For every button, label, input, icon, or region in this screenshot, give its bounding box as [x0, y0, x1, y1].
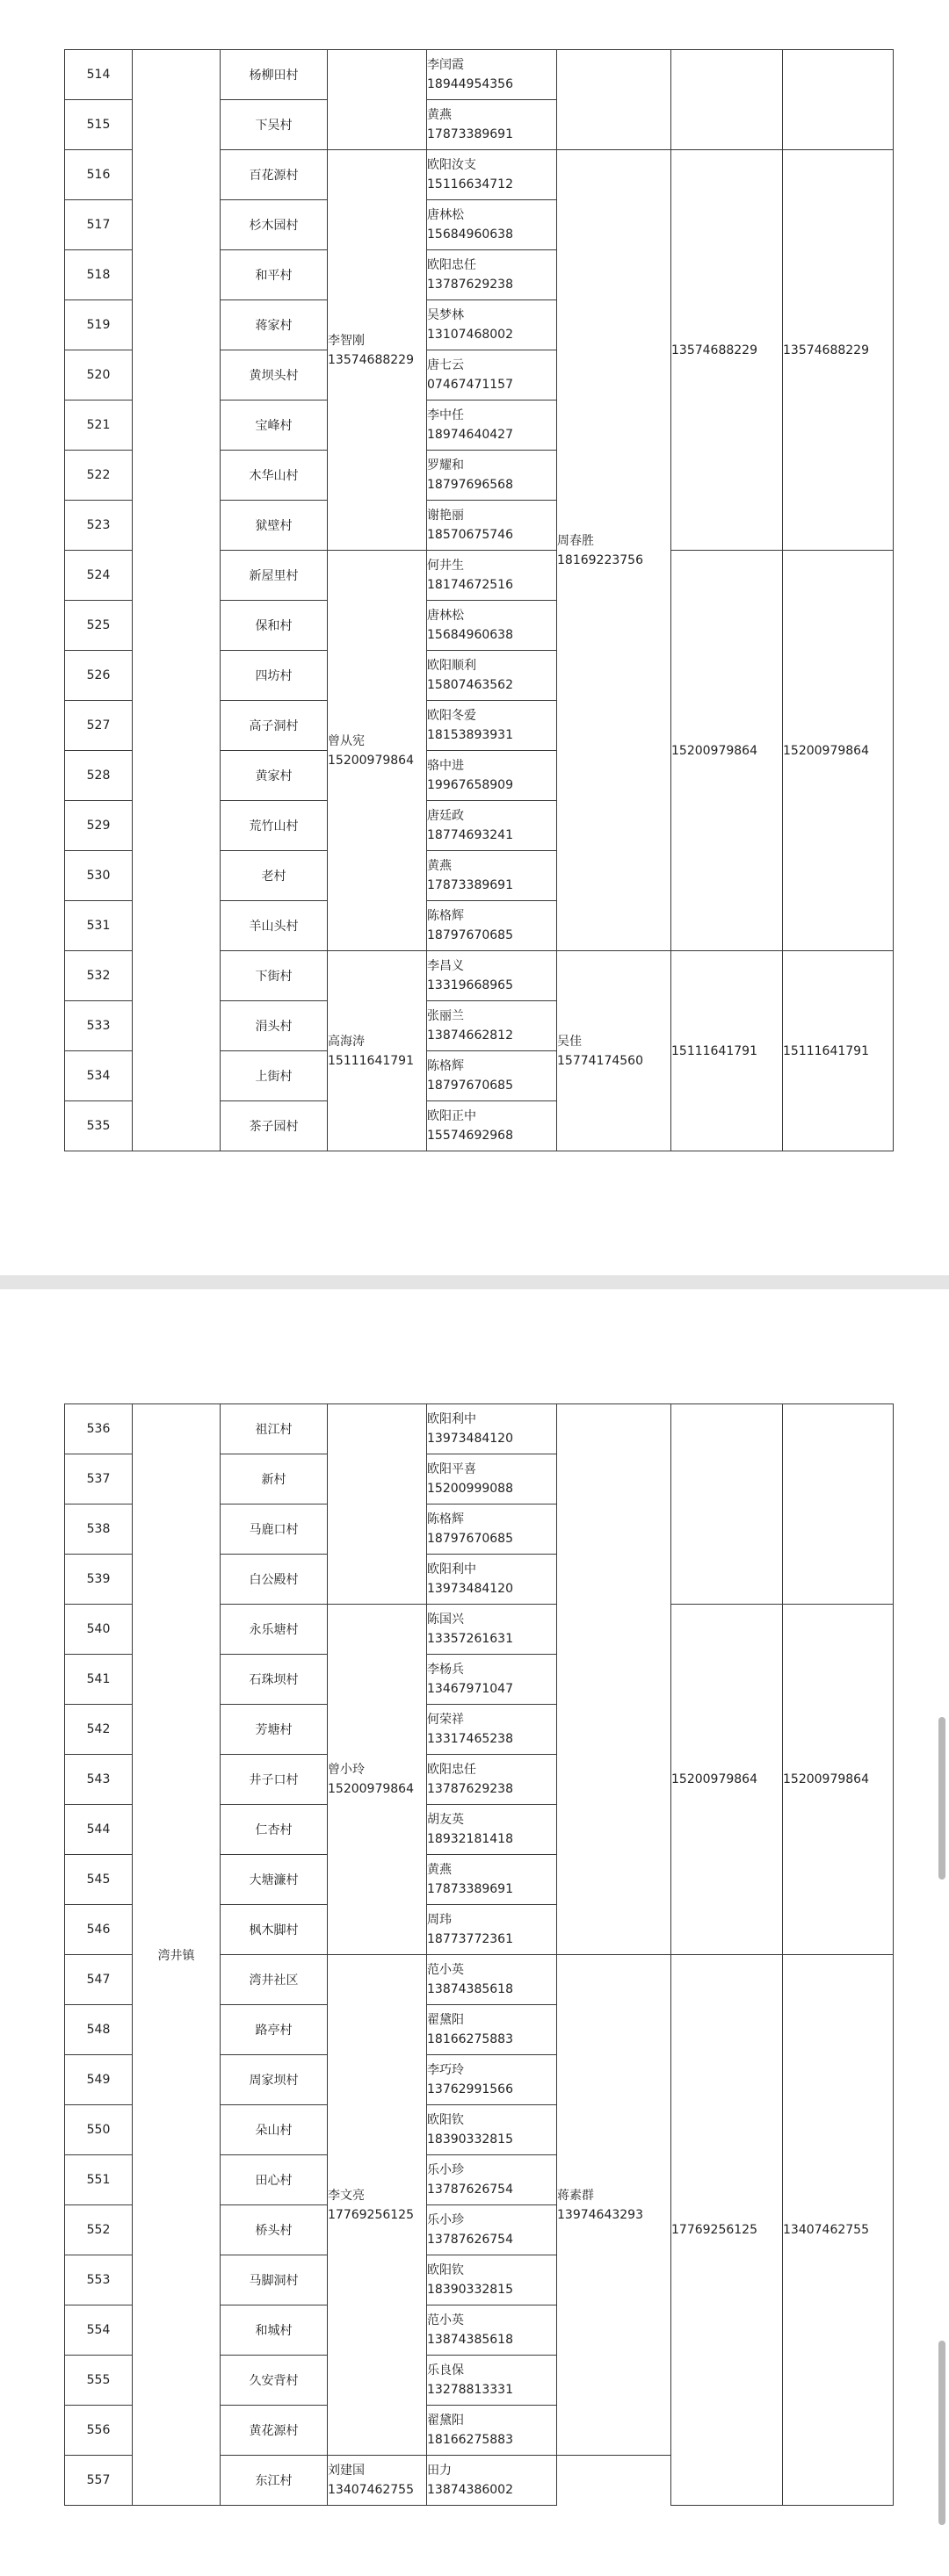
contact-cell [427, 1555, 557, 1605]
village-name: 木华山村 [221, 451, 328, 501]
town-cell: 湾井镇 [133, 1404, 221, 2506]
village-name: 黄花源村 [221, 2406, 328, 2456]
contact-phone: 18797670685 [427, 1079, 513, 1093]
contact-cell [427, 1805, 557, 1855]
contact-phone: 07467471157 [427, 378, 513, 392]
manager-cell [557, 1404, 671, 1955]
contact-name: 翟黛阳 [427, 2414, 464, 2428]
document-page-1 [0, 0, 949, 1275]
town-cell [133, 50, 221, 1151]
contact-name: 周玮 [427, 1913, 452, 1927]
manager-cell [557, 951, 671, 1151]
contact-phone: 18390332815 [427, 2283, 513, 2297]
row-number: 554 [65, 2305, 133, 2356]
row-number: 528 [65, 751, 133, 801]
hotline-cell: 15200979864 [671, 1605, 783, 1955]
contact-phone: 13467971047 [427, 1682, 513, 1696]
village-name: 下吴村 [221, 100, 328, 150]
contact-name: 欧阳平喜 [427, 1462, 476, 1476]
row-number: 515 [65, 100, 133, 150]
contact-phone: 13874385618 [427, 2333, 513, 2347]
row-number: 537 [65, 1454, 133, 1504]
manager-name: 蒋素群 [557, 2188, 594, 2203]
contact-phone: 18974640427 [427, 428, 513, 442]
leader-cell [328, 150, 427, 551]
contact-name: 何井生 [427, 559, 464, 573]
contact-cell [427, 350, 557, 400]
row-number: 521 [65, 400, 133, 451]
contact-cell [427, 1101, 557, 1151]
contact-phone: 13357261631 [427, 1632, 513, 1646]
hotline-cell: 15200979864 [783, 551, 894, 951]
contact-name: 范小英 [427, 1963, 464, 1977]
row-number: 524 [65, 551, 133, 601]
contact-name: 何荣祥 [427, 1713, 464, 1727]
row-number: 538 [65, 1504, 133, 1555]
contact-phone: 18773772361 [427, 1932, 513, 1946]
village-name: 百花源村 [221, 150, 328, 200]
row-number: 545 [65, 1855, 133, 1905]
contact-name: 黄燕 [427, 1863, 452, 1877]
contact-name: 欧阳钦 [427, 2113, 464, 2127]
row-number: 535 [65, 1101, 133, 1151]
contact-phone: 13278813331 [427, 2383, 513, 2397]
hotline-cell: 13407462755 [783, 1955, 894, 2506]
leader-cell [328, 551, 427, 951]
contact-phone: 15684960638 [427, 227, 513, 242]
contact-name: 乐小珍 [427, 2213, 464, 2227]
village-name: 高子洞村 [221, 701, 328, 751]
contact-cell [427, 1001, 557, 1051]
village-name: 白公殿村 [221, 1555, 328, 1605]
hotline-cell: 17769256125 [671, 1955, 783, 2506]
contact-phone: 18797670685 [427, 928, 513, 942]
contact-phone: 13973484120 [427, 1582, 513, 1596]
manager-name: 田力 [427, 2464, 452, 2478]
contact-name: 李闰霞 [427, 58, 464, 72]
hotline-cell: 13574688229 [783, 150, 894, 551]
leader-name: 李智刚 [328, 333, 365, 348]
row-number: 523 [65, 501, 133, 551]
manager-phone: 15774174560 [557, 1053, 643, 1068]
hotline-cell: 15111641791 [783, 951, 894, 1151]
manager-cell [557, 50, 671, 150]
hotline-cell [783, 50, 894, 150]
leader-cell [328, 1955, 427, 2456]
contact-name: 欧阳冬爱 [427, 709, 476, 723]
contact-phone: 18390332815 [427, 2132, 513, 2147]
contact-cell [427, 1655, 557, 1705]
contact-name: 李昌义 [427, 959, 464, 973]
contact-name: 罗耀和 [427, 458, 464, 473]
row-number: 541 [65, 1655, 133, 1705]
village-name: 新屋里村 [221, 551, 328, 601]
scrollbar-thumb[interactable] [938, 2341, 945, 2525]
village-name: 保和村 [221, 601, 328, 651]
manager-phone: 18169223756 [557, 552, 643, 567]
village-name: 涓头村 [221, 1001, 328, 1051]
village-name: 路亭村 [221, 2005, 328, 2055]
contact-name: 唐林松 [427, 609, 464, 623]
contact-cell [427, 2356, 557, 2406]
manager-cell [427, 2456, 557, 2506]
village-name: 东江村 [221, 2456, 328, 2506]
row-number: 551 [65, 2155, 133, 2205]
row-number: 525 [65, 601, 133, 651]
contact-phone: 13973484120 [427, 1432, 513, 1446]
village-name: 杨柳田村 [221, 50, 328, 100]
row-number: 522 [65, 451, 133, 501]
contact-phone: 15200999088 [427, 1482, 513, 1496]
contact-cell [427, 551, 557, 601]
village-name: 仁杏村 [221, 1805, 328, 1855]
village-name: 宝峰村 [221, 400, 328, 451]
scrollbar-thumb[interactable] [938, 1717, 945, 1880]
contact-cell [427, 2105, 557, 2155]
contact-name: 乐良保 [427, 2363, 464, 2378]
contact-name: 陈格辉 [427, 1512, 464, 1526]
contact-cell [427, 1051, 557, 1101]
row-number: 544 [65, 1805, 133, 1855]
village-name: 下街村 [221, 951, 328, 1001]
contact-phone: 15684960638 [427, 628, 513, 642]
village-name: 马鹿口村 [221, 1504, 328, 1555]
row-number: 543 [65, 1755, 133, 1805]
contact-phone: 17873389691 [427, 127, 513, 141]
contact-cell [427, 250, 557, 300]
village-name: 新村 [221, 1454, 328, 1504]
contact-name: 欧阳汝支 [427, 158, 476, 172]
leader-name: 李文亮 [328, 2188, 365, 2203]
row-number: 539 [65, 1555, 133, 1605]
leader-name: 曾小玲 [328, 1763, 365, 1777]
contact-cell [427, 100, 557, 150]
leader-name: 曾从宪 [328, 733, 365, 748]
contact-name: 李中任 [427, 408, 464, 422]
village-name: 大塘濂村 [221, 1855, 328, 1905]
leader-cell [328, 1404, 427, 1605]
contact-phone: 13317465238 [427, 1732, 513, 1746]
contact-cell [427, 1705, 557, 1755]
village-name: 茶子园村 [221, 1101, 328, 1151]
leader-phone: 17769256125 [328, 2207, 414, 2222]
row-number: 534 [65, 1051, 133, 1101]
village-name: 蒋家村 [221, 300, 328, 350]
contact-name: 张丽兰 [427, 1009, 464, 1023]
row-number: 549 [65, 2055, 133, 2105]
row-number: 527 [65, 701, 133, 751]
contact-cell [427, 200, 557, 250]
village-name: 枫木脚村 [221, 1905, 328, 1955]
contact-phone: 15807463562 [427, 678, 513, 692]
row-number: 536 [65, 1404, 133, 1454]
row-number: 517 [65, 200, 133, 250]
contact-phone: 13874385618 [427, 1982, 513, 1996]
leader-cell [328, 951, 427, 1151]
contact-name: 欧阳忠任 [427, 258, 476, 272]
manager-cell [557, 150, 671, 951]
contact-cell [427, 2406, 557, 2456]
village-name: 朵山村 [221, 2105, 328, 2155]
village-name: 黄坝头村 [221, 350, 328, 400]
village-name: 羊山头村 [221, 901, 328, 951]
manager-phone: 13874386002 [427, 2483, 513, 2497]
contact-cell [427, 150, 557, 200]
contact-phone: 18166275883 [427, 2032, 513, 2046]
village-name: 狱壁村 [221, 501, 328, 551]
village-name: 永乐塘村 [221, 1605, 328, 1655]
contact-cell [328, 2456, 427, 2506]
village-name: 和平村 [221, 250, 328, 300]
row-number: 553 [65, 2255, 133, 2305]
contact-cell [427, 1454, 557, 1504]
contact-cell [427, 400, 557, 451]
row-number: 526 [65, 651, 133, 701]
hotline-cell [783, 1404, 894, 1605]
village-name: 上街村 [221, 1051, 328, 1101]
contact-name: 骆中进 [427, 759, 464, 773]
contact-name: 李巧玲 [427, 2063, 464, 2077]
row-number: 518 [65, 250, 133, 300]
contact-cell [427, 751, 557, 801]
contact-name: 欧阳忠任 [427, 1763, 476, 1777]
village-name: 芳塘村 [221, 1705, 328, 1755]
contact-phone: 17873389691 [427, 1882, 513, 1896]
contact-phone: 18797670685 [427, 1532, 513, 1546]
contact-cell [427, 2255, 557, 2305]
contact-cell [427, 50, 557, 100]
contact-name: 乐小珍 [427, 2163, 464, 2177]
manager-cell [557, 1955, 671, 2456]
contact-phone: 18932181418 [427, 1832, 513, 1846]
leader-phone: 15200979864 [328, 1782, 414, 1796]
table-row [65, 1404, 894, 1454]
contact-name: 陈格辉 [427, 1059, 464, 1073]
leader-cell [328, 50, 427, 150]
contact-name: 陈格辉 [427, 909, 464, 923]
village-name: 井子口村 [221, 1755, 328, 1805]
contact-phone: 15574692968 [427, 1129, 513, 1143]
contact-name: 欧阳钦 [427, 2263, 464, 2277]
manager-name: 吴佳 [557, 1034, 582, 1049]
contact-phone: 19967658909 [427, 778, 513, 792]
contact-cell [427, 651, 557, 701]
row-number: 529 [65, 801, 133, 851]
contact-cell [427, 951, 557, 1001]
contact-cell [427, 801, 557, 851]
contact-phone: 13407462755 [328, 2483, 414, 2497]
contact-name: 欧阳顺利 [427, 659, 476, 673]
contact-cell [427, 1404, 557, 1454]
row-number: 547 [65, 1955, 133, 2005]
contact-name: 陈国兴 [427, 1613, 464, 1627]
contact-cell [427, 2155, 557, 2205]
leader-name: 高海涛 [328, 1034, 365, 1049]
document-page-2 [0, 1289, 949, 2576]
row-number: 542 [65, 1705, 133, 1755]
contact-phone: 18153893931 [427, 728, 513, 742]
village-name: 老村 [221, 851, 328, 901]
contact-phone: 18774693241 [427, 828, 513, 842]
table-row [65, 50, 894, 100]
contact-phone: 17873389691 [427, 878, 513, 892]
row-number: 531 [65, 901, 133, 951]
contact-cell [427, 1605, 557, 1655]
contact-name: 翟黛阳 [427, 2013, 464, 2027]
contact-cell [427, 1955, 557, 2005]
hotline-cell: 15200979864 [671, 551, 783, 951]
village-name: 荒竹山村 [221, 801, 328, 851]
village-name: 和城村 [221, 2305, 328, 2356]
village-name: 桥头村 [221, 2205, 328, 2255]
contact-name: 黄燕 [427, 859, 452, 873]
row-number: 550 [65, 2105, 133, 2155]
village-name: 田心村 [221, 2155, 328, 2205]
contact-cell [427, 2205, 557, 2255]
contact-phone: 18797696568 [427, 478, 513, 492]
contact-cell [427, 501, 557, 551]
village-name: 周家坝村 [221, 2055, 328, 2105]
contact-cell [427, 451, 557, 501]
village-name: 黄家村 [221, 751, 328, 801]
contact-cell [427, 601, 557, 651]
village-name: 四坊村 [221, 651, 328, 701]
contact-name: 吴梦林 [427, 308, 464, 322]
contact-cell [427, 1855, 557, 1905]
contact-name: 欧阳正中 [427, 1109, 476, 1123]
contact-phone: 18174672516 [427, 578, 513, 592]
row-number: 546 [65, 1905, 133, 1955]
row-number: 516 [65, 150, 133, 200]
contact-phone: 18570675746 [427, 528, 513, 542]
hotline-cell [671, 50, 783, 150]
contact-cell [427, 701, 557, 751]
contact-phone: 18166275883 [427, 2433, 513, 2447]
contact-phone: 13787626754 [427, 2233, 513, 2247]
row-number: 555 [65, 2356, 133, 2406]
contact-name: 欧阳利中 [427, 1562, 476, 1577]
contact-name: 欧阳利中 [427, 1412, 476, 1426]
contact-cell [427, 1905, 557, 1955]
contact-cell [427, 2305, 557, 2356]
contact-name: 刘建国 [328, 2464, 365, 2478]
village-contact-table-1 [64, 49, 894, 1151]
contact-phone: 13787626754 [427, 2183, 513, 2197]
contact-phone: 13874662812 [427, 1028, 513, 1043]
row-number: 540 [65, 1605, 133, 1655]
contact-cell [427, 1504, 557, 1555]
contact-phone: 13762991566 [427, 2082, 513, 2096]
manager-name: 周春胜 [557, 533, 594, 548]
row-number: 552 [65, 2205, 133, 2255]
village-name: 石珠坝村 [221, 1655, 328, 1705]
leader-phone: 13574688229 [328, 352, 414, 367]
village-name: 祖江村 [221, 1404, 328, 1454]
contact-phone: 13107468002 [427, 328, 513, 342]
contact-cell [427, 1755, 557, 1805]
row-number: 530 [65, 851, 133, 901]
leader-phone: 15200979864 [328, 753, 414, 768]
page-separator [0, 1275, 949, 1289]
village-name: 马脚洞村 [221, 2255, 328, 2305]
hotline-cell: 15111641791 [671, 951, 783, 1151]
contact-phone: 13319668965 [427, 978, 513, 992]
row-number: 533 [65, 1001, 133, 1051]
row-number: 519 [65, 300, 133, 350]
contact-cell [427, 300, 557, 350]
leader-phone: 15111641791 [328, 1053, 414, 1068]
manager-phone: 13974643293 [557, 2207, 643, 2222]
village-name: 久安背村 [221, 2356, 328, 2406]
contact-cell [427, 851, 557, 901]
contact-name: 范小英 [427, 2313, 464, 2327]
row-number: 532 [65, 951, 133, 1001]
hotline-cell: 15200979864 [783, 1605, 894, 1955]
contact-phone: 13787629238 [427, 278, 513, 292]
contact-cell [427, 2005, 557, 2055]
contact-phone: 13787629238 [427, 1782, 513, 1796]
row-number: 520 [65, 350, 133, 400]
contact-name: 黄燕 [427, 108, 452, 122]
row-number: 556 [65, 2406, 133, 2456]
contact-name: 谢艳丽 [427, 509, 464, 523]
hotline-cell [671, 1404, 783, 1605]
leader-cell [328, 1605, 427, 1955]
contact-name: 胡友英 [427, 1813, 464, 1827]
contact-cell [427, 901, 557, 951]
row-number: 514 [65, 50, 133, 100]
village-name: 湾井社区 [221, 1955, 328, 2005]
contact-name: 唐林松 [427, 208, 464, 222]
row-number: 548 [65, 2005, 133, 2055]
village-contact-table-2 [64, 1403, 894, 2506]
contact-name: 唐廷政 [427, 809, 464, 823]
contact-cell [427, 2055, 557, 2105]
hotline-cell: 13574688229 [671, 150, 783, 551]
contact-phone: 15116634712 [427, 177, 513, 191]
contact-name: 李杨兵 [427, 1663, 464, 1677]
village-name: 杉木园村 [221, 200, 328, 250]
contact-name: 唐七云 [427, 358, 464, 372]
contact-phone: 18944954356 [427, 77, 513, 91]
row-number: 557 [65, 2456, 133, 2506]
